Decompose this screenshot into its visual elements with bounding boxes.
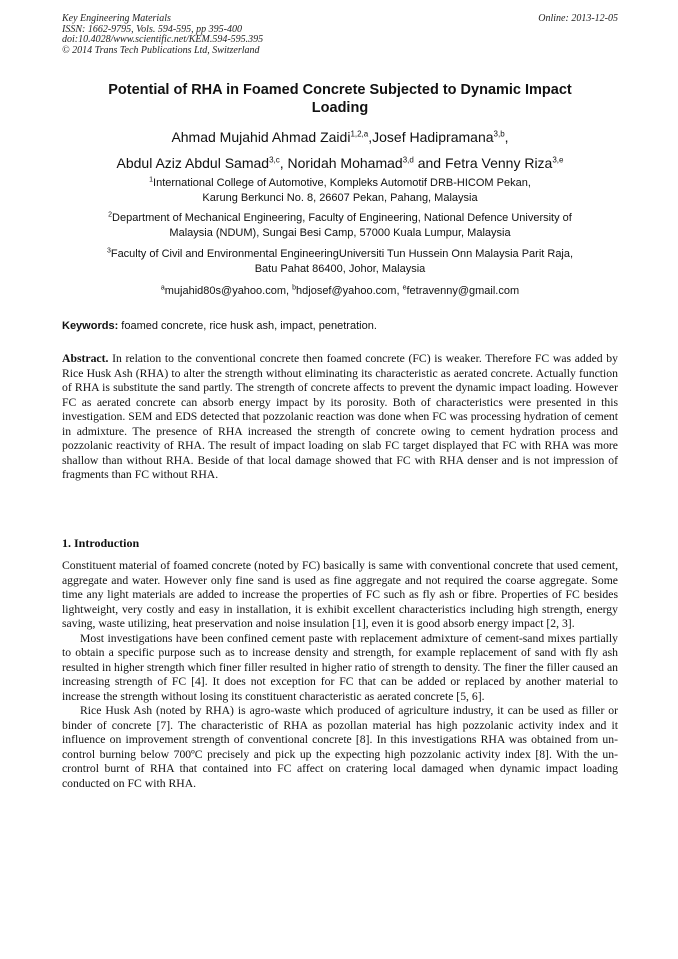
- affiliation-line: [62, 176, 618, 191]
- author-separator: ,: [504, 129, 509, 145]
- author-affiliation-mark: 3,e: [552, 155, 564, 165]
- abstract: [62, 352, 618, 483]
- author-line-1: [62, 124, 618, 150]
- author-affiliation-mark: 3,c: [269, 155, 280, 165]
- journal-header: [62, 14, 618, 56]
- email-mark: a: [160, 284, 165, 292]
- affiliation-line: [62, 247, 618, 262]
- copyright-line: © 2014 Trans Tech Publications Ltd, Switzerland: [62, 44, 260, 56]
- affiliation-mark: 3: [106, 247, 111, 255]
- affiliation-mark: 1: [149, 176, 154, 184]
- keywords-label: Keywords:: [62, 320, 119, 332]
- paper-title: [62, 81, 618, 117]
- affiliation-text: Department of Mechanical Engineering, Faculty of Engineering, National Defence University of: [112, 212, 572, 224]
- title-line-1: Potential of RHA in Foamed Concrete Subjected to Dynamic Impact: [108, 82, 572, 98]
- affiliation-text: Faculty of Civil and Environmental EngineeringUniversiti Tun Hussein Onn Malaysia Parit Raja,: [110, 248, 574, 260]
- author-name: Josef Hadipramana: [372, 129, 494, 145]
- author-affiliation-mark: 1,2,a: [350, 129, 369, 139]
- keywords: [62, 319, 618, 333]
- author-affiliation-mark: 3,d: [402, 155, 414, 165]
- affiliation-line: Malaysia (NDUM), Sungai Besi Camp, 57000 Kuala Lumpur, Malaysia: [169, 226, 511, 239]
- affiliation-line: [62, 211, 618, 226]
- affiliation-2: [62, 211, 618, 240]
- affiliation-1: [62, 176, 618, 205]
- email-list: [62, 284, 618, 299]
- issn-line: ISSN: 1662-9795, Vols. 594-595, pp 395-400: [62, 23, 242, 35]
- paragraph: Rice Husk Ash (noted by RHA) is agro-waste which produced of agriculture industry, it can be used as filler or binder of concrete [7]. The characteristic of RHA as pozollan material has high pozzolanic activity index and it influence on improvement strength of conventional concrete [8]. In this investigations RHA was obtained from un-control burning below 700ºC precisely and pick up the expecting high pozzolanic activity index [8]. With the un-crontrol burnt of RHA that contained into FC affect on cratering local damaged when dynamic impact loading conducted on FC with RHA.: [62, 704, 618, 790]
- affiliation-3: [62, 247, 618, 276]
- email-address: hdjosef@yahoo.com,: [296, 285, 403, 297]
- journal-name: Key Engineering Materials: [62, 13, 171, 24]
- author-name: Ahmad Mujahid Ahmad Zaidi: [171, 129, 351, 145]
- author-affiliation-mark: 3,b: [493, 129, 505, 139]
- section-heading-introduction: 1. Introduction: [62, 536, 140, 550]
- author-list: [62, 124, 618, 176]
- keywords-text: foamed concrete, rice husk ash, impact, penetration.: [118, 320, 377, 332]
- email-line: [62, 284, 618, 299]
- abstract-label: Abstract.: [62, 352, 109, 365]
- doi-line: doi:10.4028/www.scientific.net/KEM.594-595.395: [62, 34, 264, 46]
- affiliation-line: Batu Pahat 86400, Johor, Malaysia: [254, 262, 426, 275]
- author-separator: ,: [368, 129, 373, 145]
- author-name: Fetra Venny Riza: [444, 155, 553, 171]
- affiliation-mark: 2: [108, 211, 113, 219]
- paragraph: Constituent material of foamed concrete (noted by FC) basically is same with conventional concrete that used cement, aggregate and water. However only fine sand is used as fine aggregate and not required the coarse aggregate. Some time any light materials are added to increase the properties of FC such as fly ash or fibre. Properties of FC besides lightweight, very costly and easy in installation, it is exhibit excellent characteristics including high strength, energy saving, waste utilizing, heat preservation and noise insulation [1], even it is good absorb energy impact [2, 3].: [62, 559, 618, 630]
- paragraph: Most investigations have been confined cement paste with replacement admixture of cement-sand mixes partially to obtain a specific purpose such as to increase density and strength, for example replacement of sand with fly ash resulted in higher strength which finer filler resulted in higher ratio of strength to density. The finer the filler caused an increasing strength of FC [4]. It does not exception for FC that can be added or replaced by another material to increase the strength without losing its constituent characteristic as aerated concrete [5, 6].: [62, 631, 618, 703]
- author-separator: ,: [279, 155, 288, 171]
- author-name: Abdul Aziz Abdul Samad: [116, 155, 270, 171]
- affiliation-text: International College of Automotive, Kompleks Automotif DRB-HICOM Pekan,: [153, 177, 531, 189]
- introduction-body: [62, 559, 618, 791]
- abstract-text: In relation to the conventional concrete then foamed concrete (FC) is weaker. Therefore FC was added by Rice Husk Ash (RHA) to alter the strength without eliminating its characteristic as aerated concrete. Actually function of RHA is substitute the sand partly. The strength of concrete affects to prevent the dynamic impact loading. However FC as aerated concrete can absorb energy impact by its porosity. Both of characteristics were presented in this investigation. SEM and EDS detected that pozzolanic reaction was done when FC was processing hydration of cement in admixture. The presence of RHA increased the strength of concrete owing to cement hydration process and pozzolanic reactivity of RHA. The result of impact loading on slab FC target displayed that FC with RHA was more shallow than without RHA. Beside of that local damage showed that FC with RHA denser and is not impression of fragments than FC without RHA.: [62, 352, 618, 481]
- email-address: mujahid80s@yahoo.com,: [164, 285, 293, 297]
- affiliation-line: Karung Berkunci No. 8, 26607 Pekan, Pahang, Malaysia: [202, 191, 478, 204]
- author-line-2: [62, 150, 618, 176]
- online-date: Online: 2013-12-05: [538, 13, 618, 24]
- author-name: Noridah Mohamad: [287, 155, 403, 171]
- email-mark: b: [292, 284, 297, 292]
- email-mark: e: [402, 284, 407, 292]
- title-line-2: Loading: [311, 100, 369, 116]
- author-conjunction: and: [413, 155, 445, 171]
- email-address: fetravenny@gmail.com: [406, 285, 520, 297]
